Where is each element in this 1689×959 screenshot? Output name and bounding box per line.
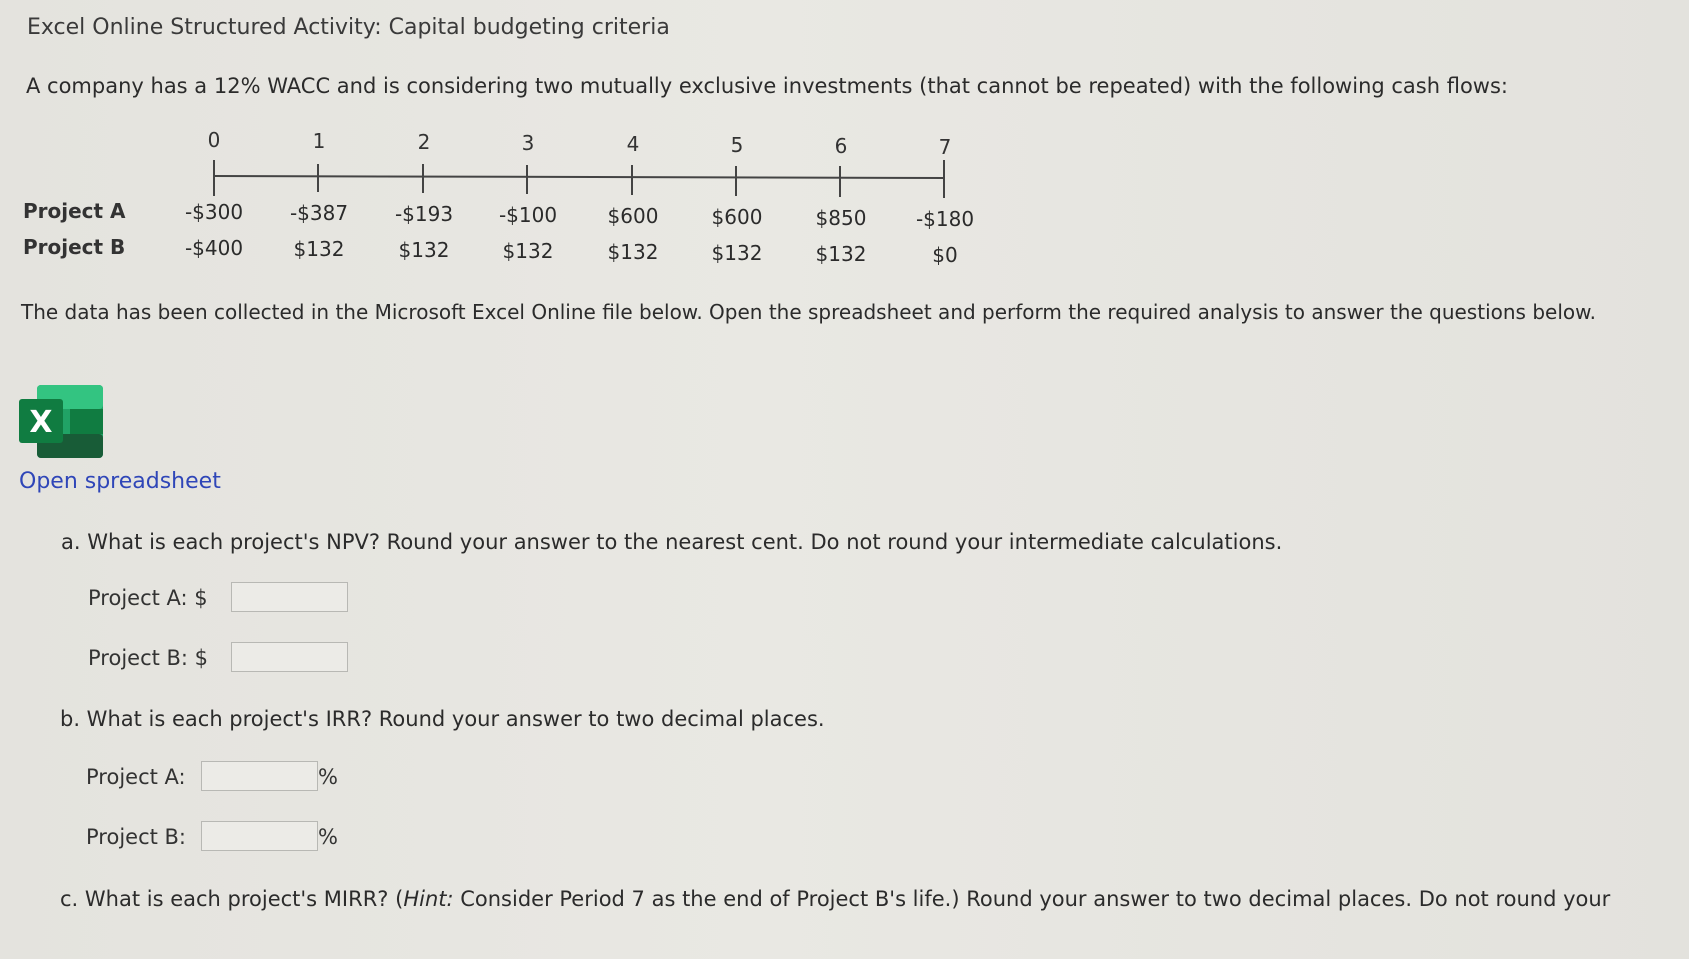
- project-b-cash-flow: $132: [398, 238, 450, 262]
- project-b-cash-flow: $132: [815, 242, 867, 266]
- project-b-cash-flow: $132: [293, 237, 345, 261]
- project-a-cash-flow: $850: [815, 206, 867, 230]
- excel-icon[interactable]: [19, 385, 103, 458]
- period-label: 7: [938, 135, 952, 159]
- project-b-cash-flow: -$400: [184, 236, 244, 260]
- npv-project-b-input[interactable]: [231, 642, 348, 672]
- project-a-cash-flow: -$300: [184, 200, 244, 224]
- irr-project-b-input[interactable]: [201, 821, 318, 851]
- irr-project-a-percent: %: [318, 765, 338, 789]
- irr-project-b-percent: %: [318, 825, 338, 849]
- project-b-row-label: Project B: [23, 235, 126, 259]
- period-label: 4: [626, 132, 640, 156]
- project-b-cash-flow: $132: [607, 240, 659, 264]
- project-a-cash-flow: -$180: [915, 207, 975, 231]
- npv-project-a-label: Project A: $: [88, 586, 208, 610]
- data-collected-text: The data has been collected in the Microsoft Excel Online file below. Open the spreadsheet and perform the required analysis to answer the questions below.: [21, 300, 1596, 324]
- project-b-cash-flow: $132: [711, 241, 763, 265]
- project-a-cash-flow: $600: [607, 204, 659, 228]
- period-label: 2: [417, 130, 431, 154]
- question-c-suffix: Consider Period 7 as the end of Project B's life.) Round your answer to two decimal places. Do not round your: [453, 887, 1611, 911]
- period-label: 0: [207, 128, 221, 152]
- project-a-cash-flow: $600: [711, 205, 763, 229]
- problem-intro: A company has a 12% WACC and is considering two mutually exclusive investments (that cannot be repeated) with the following cash flows:: [26, 74, 1508, 98]
- question-c-prefix: c. What is each project's MIRR? (: [60, 887, 404, 911]
- period-label: 5: [730, 133, 744, 157]
- irr-project-a-input[interactable]: [201, 761, 318, 791]
- timeline-axis: [0, 0, 1000, 210]
- npv-project-a-input[interactable]: [231, 582, 348, 612]
- open-spreadsheet-link[interactable]: Open spreadsheet: [19, 469, 221, 494]
- irr-project-b-label: Project B:: [86, 825, 187, 849]
- irr-project-a-label: Project A:: [86, 765, 186, 789]
- project-b-cash-flow: $132: [502, 239, 554, 263]
- question-c-text: [60, 887, 1610, 911]
- project-a-cash-flow: -$387: [289, 201, 349, 225]
- npv-project-b-label: Project B: $: [88, 646, 209, 670]
- project-a-cash-flow: -$193: [394, 202, 454, 226]
- question-b-text: b. What is each project's IRR? Round your answer to two decimal places.: [60, 707, 825, 731]
- period-label: 1: [312, 129, 326, 153]
- excel-icon-letter: X: [29, 405, 53, 440]
- period-label: 3: [521, 131, 535, 155]
- question-a-text: a. What is each project's NPV? Round your answer to the nearest cent. Do not round your intermediate calculations.: [61, 530, 1283, 554]
- period-label: 6: [834, 134, 848, 158]
- project-b-cash-flow: $0: [932, 243, 958, 267]
- project-a-cash-flow: -$100: [498, 203, 558, 227]
- page-title: Excel Online Structured Activity: Capital budgeting criteria: [27, 15, 670, 40]
- project-a-row-label: Project A: [23, 199, 126, 223]
- question-c-hint: Hint:: [403, 887, 454, 911]
